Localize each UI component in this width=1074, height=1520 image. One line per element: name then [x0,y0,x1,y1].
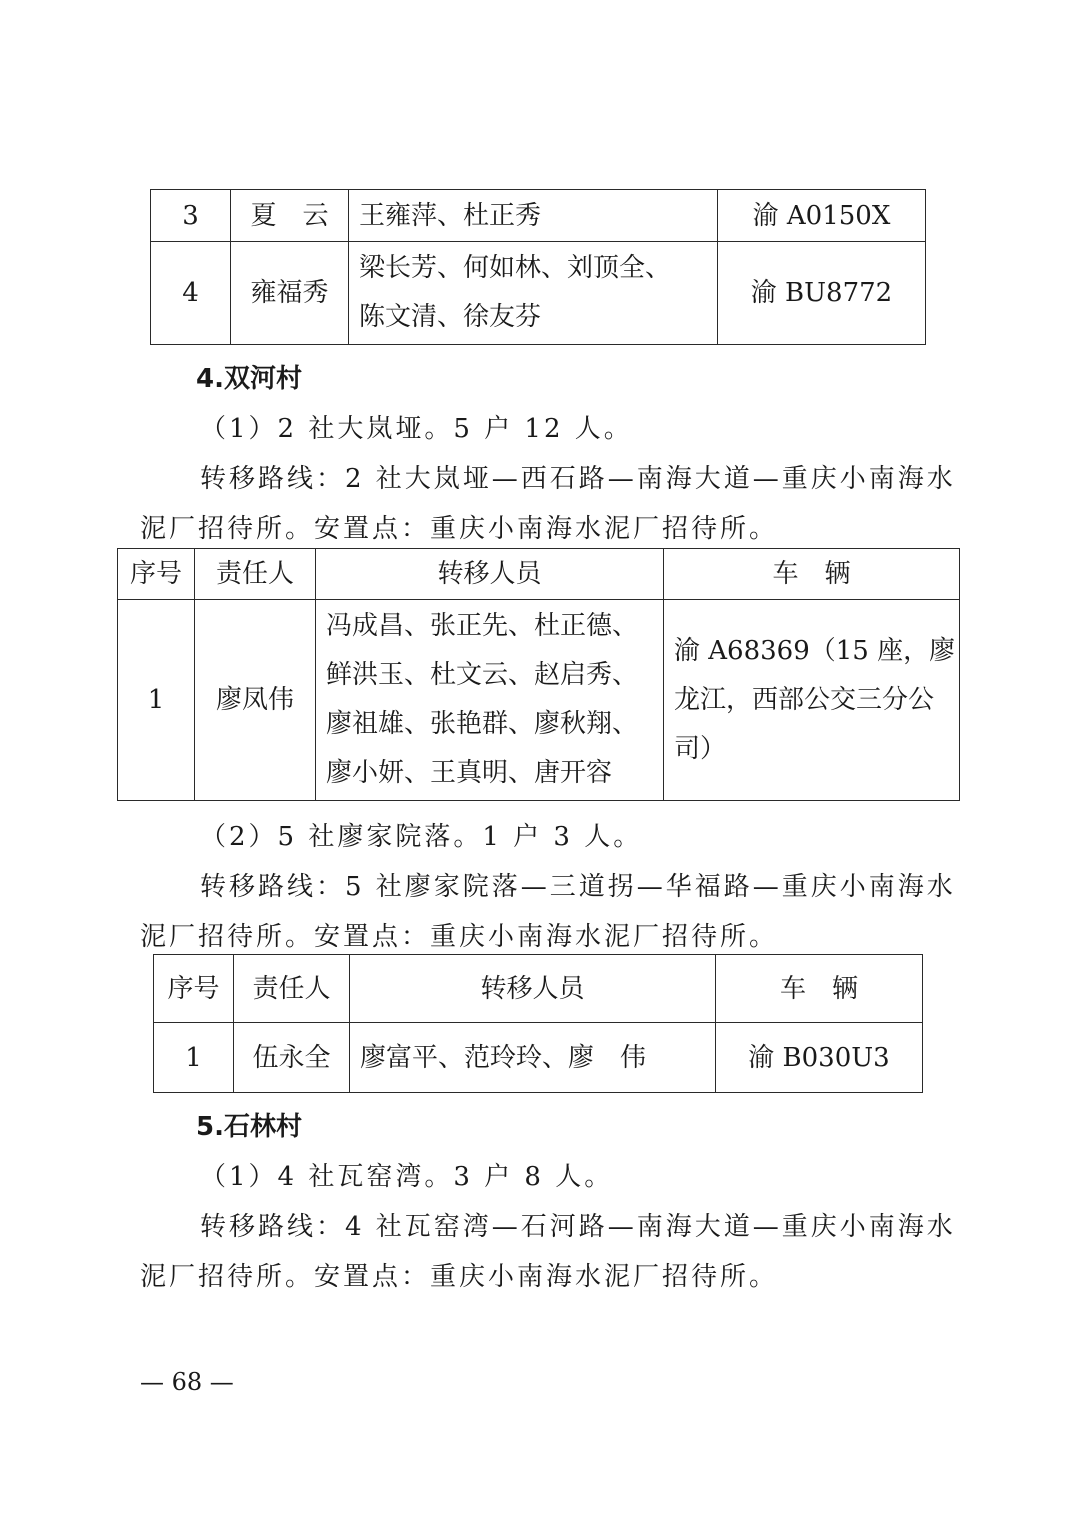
section-heading: 5.石林村 [196,1112,302,1142]
section-heading: 4.双河村 [196,364,302,394]
vehicle-line: 龙江，西部公交三分公 [674,684,935,715]
header-vehicle: 车 辆 [664,549,960,600]
table-section4-sub2 [153,954,923,1093]
subsection-summary: （1）4 社瓦窑湾。3 户 8 人。 [200,1162,614,1192]
subsection-summary: （2）5 社廖家院落。1 户 3 人。 [200,822,643,852]
persons-line: 廖小妍、王真明、唐开容 [326,758,613,788]
vehicle-line: 渝 A68369（15 座，廖 [674,635,956,666]
header-persons: 转移人员 [350,955,716,1023]
table-row [151,242,926,345]
persons-line: 陈文清、徐友芬 [359,302,542,332]
table-village3-continued [150,189,926,345]
route-text: 转移路线：4 社瓦窑湾—石河路—南海大道—重庆小南海水 [200,1212,956,1242]
page-number: — 68 — [140,1368,234,1396]
route-text-continued: 泥厂招待所。安置点：重庆小南海水泥厂招待所。 [140,1262,779,1292]
route-text-continued: 泥厂招待所。安置点：重庆小南海水泥厂招待所。 [140,922,779,952]
table-row [154,1023,923,1093]
subsection-summary: （1）2 社大岚垭。5 户 12 人。 [200,414,633,444]
cell-no: 1 [154,1023,234,1093]
table-row [151,190,926,242]
vehicle-line: 司） [674,733,727,764]
cell-leader: 夏 云 [231,190,349,242]
route-text-continued: 泥厂招待所。安置点：重庆小南海水泥厂招待所。 [140,514,779,544]
table-header-row [118,549,960,600]
header-vehicle: 车 辆 [716,955,923,1023]
cell-persons [316,600,664,801]
header-no: 序号 [118,549,195,600]
cell-vehicle [664,600,960,801]
header-leader: 责任人 [195,549,316,600]
persons-line: 冯成昌、张正先、杜正德、 [326,611,639,641]
cell-persons [349,242,718,345]
route-text: 转移路线：5 社廖家院落—三道拐—华福路—重庆小南海水 [200,872,956,902]
cell-vehicle: 渝 B030U3 [716,1023,923,1093]
cell-vehicle: 渝 A0150X [718,190,926,242]
route-text: 转移路线：2 社大岚垭—西石路—南海大道—重庆小南海水 [200,464,956,494]
cell-leader: 伍永全 [234,1023,350,1093]
cell-no: 3 [151,190,231,242]
table-section4-sub1 [117,548,960,801]
cell-leader: 雍福秀 [231,242,349,345]
cell-persons: 王雍萍、杜正秀 [349,190,718,242]
cell-no: 1 [118,600,195,801]
cell-vehicle: 渝 BU8772 [718,242,926,345]
persons-line: 廖祖雄、张艳群、廖秋翔、 [326,709,639,739]
header-no: 序号 [154,955,234,1023]
cell-leader: 廖凤伟 [195,600,316,801]
cell-no: 4 [151,242,231,345]
persons-line: 鲜洪玉、杜文云、赵启秀、 [326,660,639,690]
persons-line: 梁长芳、何如林、刘顶全、 [359,253,672,283]
header-persons: 转移人员 [316,549,664,600]
cell-persons: 廖富平、范玲玲、廖 伟 [350,1023,716,1093]
header-leader: 责任人 [234,955,350,1023]
table-header-row [154,955,923,1023]
table-row [118,600,960,801]
